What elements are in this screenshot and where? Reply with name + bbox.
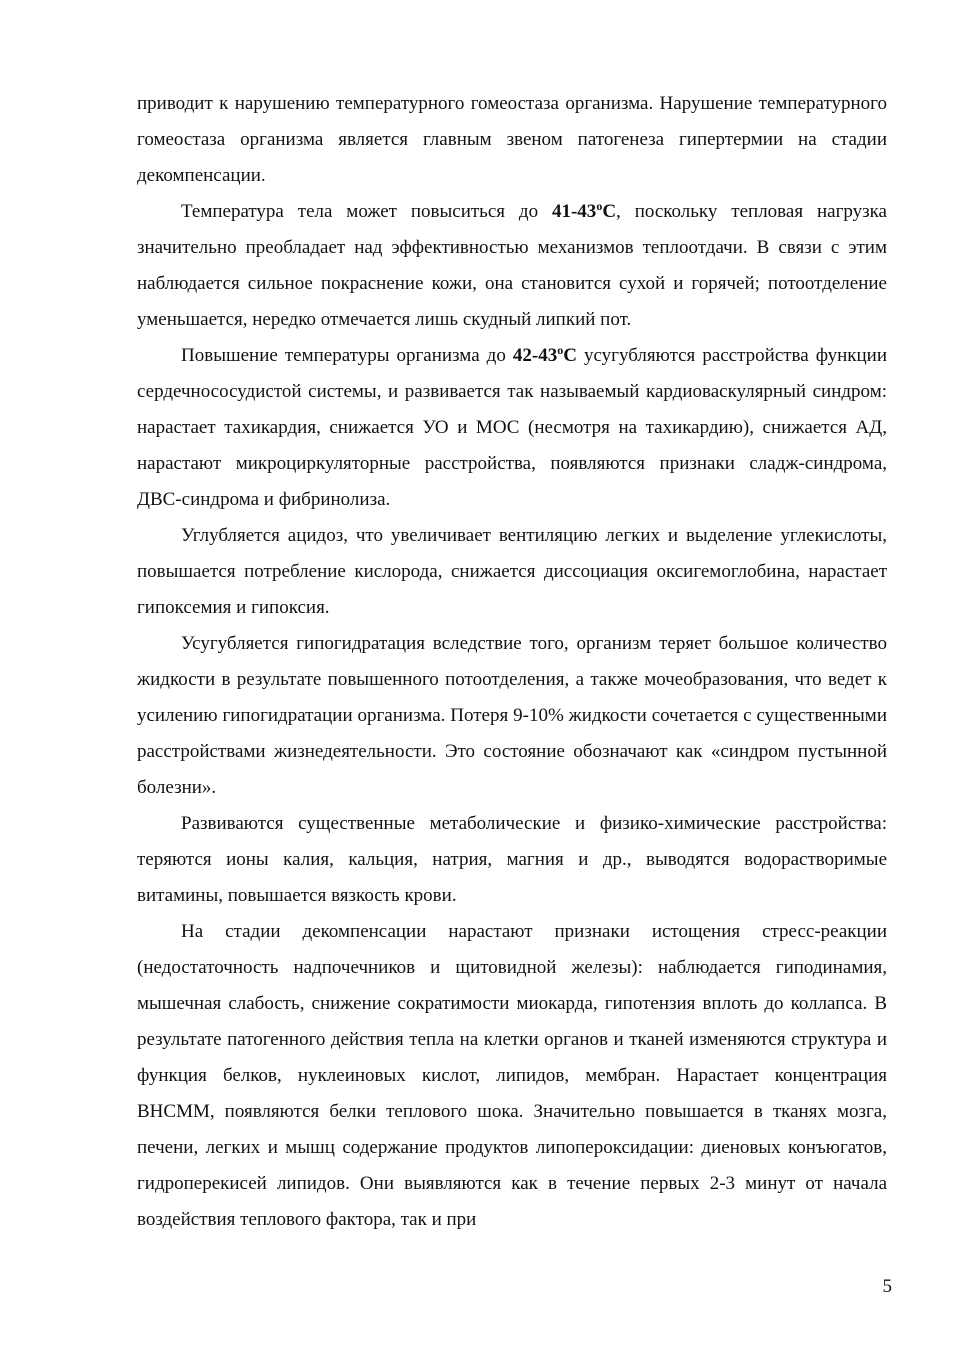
bold-superscript: o (557, 343, 564, 357)
body-text (137, 86, 887, 1238)
bold-text: С (602, 201, 617, 222)
text-run: Усугубляется гипогидратация вследствие того, организм теряет большое количество жидкости в результате повышенного потоотделения, а также мочеобразования, что ведет к усилению гипогидратации организма. Потеря 9-10% жидкости сочетается с существенными расстройствами жизнедеятельности. Это состояние обозначают как «синдром пустынной болезни». (137, 633, 887, 798)
text-run: На стадии декомпенсации нарастают признаки истощения стресс-реакции (недостаточность надпочечников и щитовидной железы): наблюдается гиподинамия, мышечная слабость, снижение сократимости миокарда, гипотензия вплоть до коллапса. В результате патогенного действия тепла на клетки органов и тканей изменяются структура и функция белков, нуклеиновых кислот, липидов, мембран. Нарастает концентрация ВНСММ, появляются белки теплового шока. Значительно повышается в тканях мозга, печени, легких и мышц содержание продуктов липопероксидации: диеновых конъюгатов, гидроперекисей липидов. Они выявляются как в течение первых 2-3 минут от начала воздействия теплового фактора, так и при (137, 921, 887, 1230)
bold-text: 41-43 (551, 201, 597, 222)
paragraph (137, 518, 887, 626)
page-number: 5 (882, 1276, 892, 1297)
text-run: приводит к нарушению температурного гомеостаза организма. Нарушение температурного гомеостаза организма является главным звеном патогенеза гипертермии на стадии декомпенсации. (137, 93, 887, 186)
text-run: Температура тела может повыситься до (181, 201, 552, 222)
bold-text: 42-43 (512, 345, 558, 366)
text-run: , поскольку тепловая нагрузка значительно преобладает над эффективностью механизмов теплоотдачи. В связи с этим наблюдается сильное покраснение кожи, она становится сухой и горячей; потоотделение уменьшается, нередко отмечается лишь скудный липкий пот. (137, 201, 887, 330)
paragraph (137, 338, 887, 518)
paragraph (137, 914, 887, 1238)
paragraph (137, 626, 887, 806)
text-run: Развиваются существенные метаболические и физико-химические расстройства: теряются ионы калия, кальция, натрия, магния и др., выводятся водорастворимые витамины, повышается вязкость крови. (137, 813, 887, 906)
paragraph (137, 86, 887, 194)
text-run: усугубляются расстройства функции сердечнососудистой системы, и развивается так называемый кардиоваскулярный синдром: нарастает тахикардия, снижается УО и МОС (несмотря на тахикардию), снижается АД, нарастают микроциркуляторные расстройства, появляются признаки сладж-синдрома, ДВС-синдрома и фибринолиза. (137, 345, 887, 510)
paragraph (137, 806, 887, 914)
text-run: Повышение температуры организма до (181, 345, 513, 366)
bold-text: С (563, 345, 577, 366)
text-run: Углубляется ацидоз, что увеличивает вентиляцию легких и выделение углекислоты, повышается потребление кислорода, снижается диссоциация оксигемоглобина, нарастает гипоксемия и гипоксия. (137, 525, 887, 618)
bold-superscript: o (596, 199, 603, 213)
paragraph (137, 194, 887, 338)
